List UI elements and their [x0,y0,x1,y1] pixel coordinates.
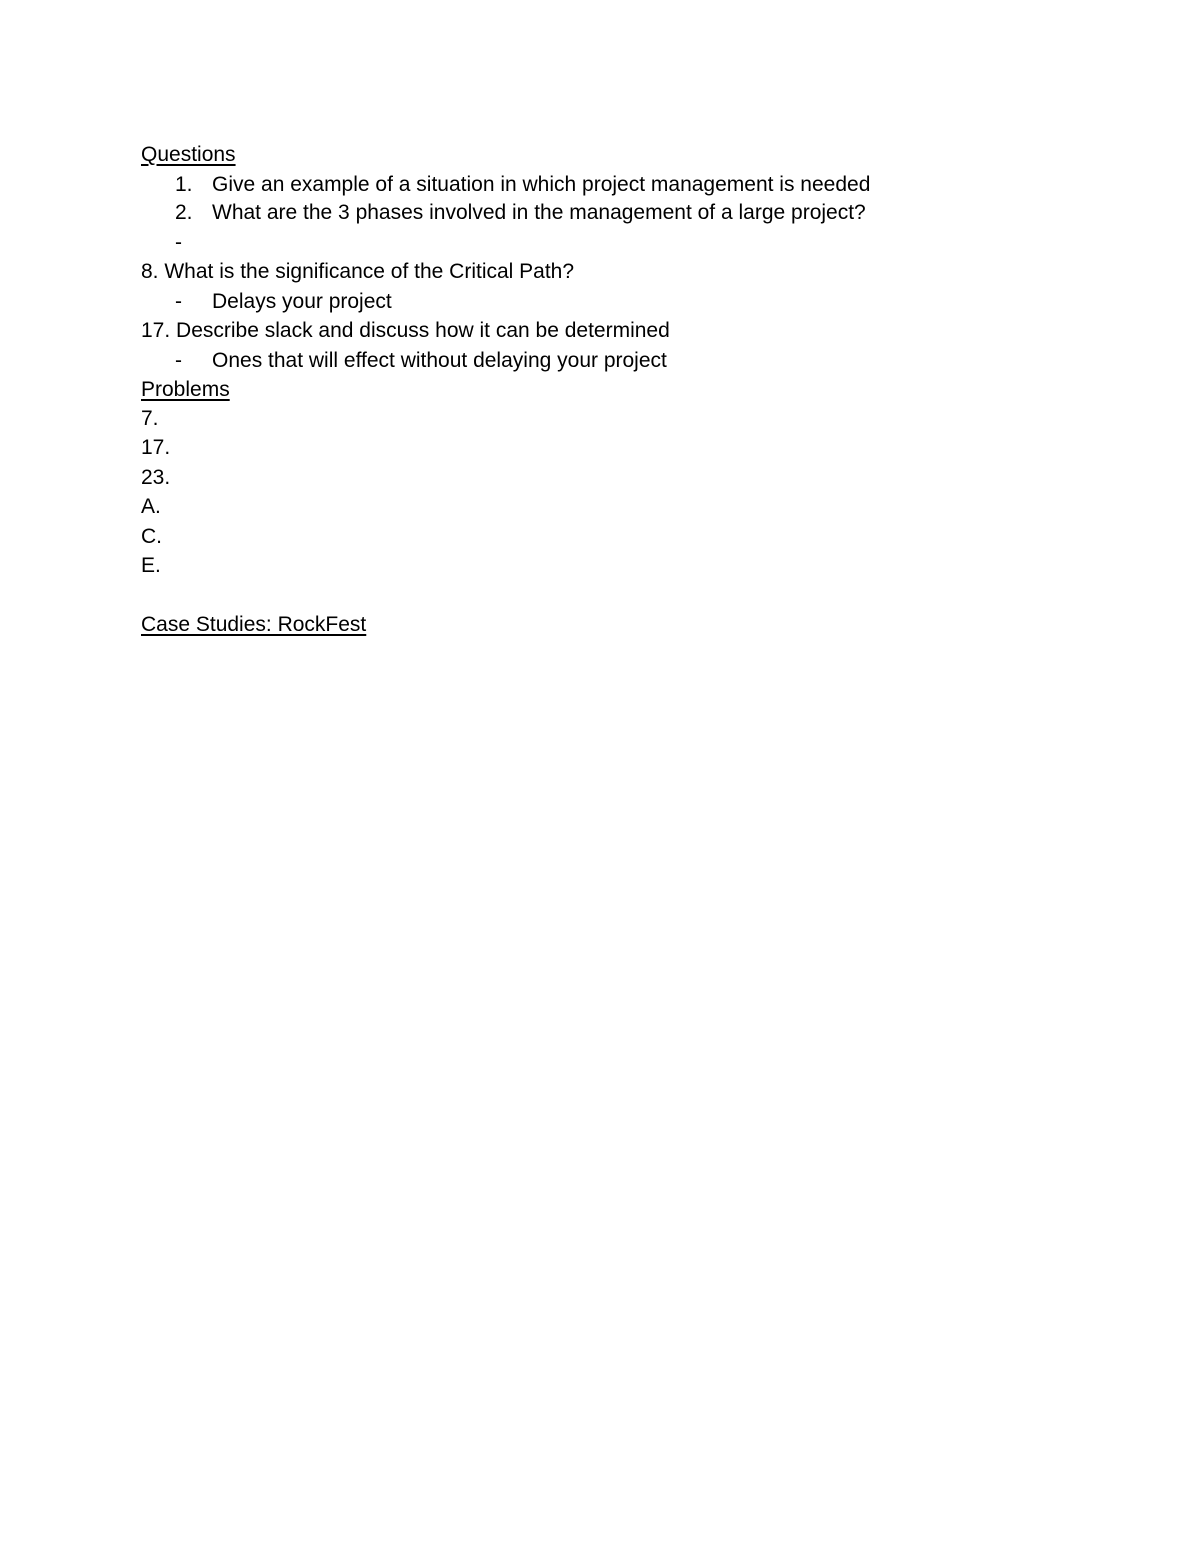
questions-heading: Questions [141,143,236,166]
question-8: 8. What is the significance of the Critical Path? [141,260,575,283]
answer-text: Delays your project [212,290,392,313]
problem-item: 17. [141,436,171,459]
case-studies-heading: Case Studies: RockFest [141,613,367,636]
problem-item: E. [141,554,161,577]
bullet-dash: - [175,349,182,372]
bullet-dash: - [175,290,182,313]
problems-heading: Problems [141,378,230,401]
list-number: 2. [175,201,193,224]
problem-item: 7. [141,407,159,430]
problem-item: A. [141,495,161,518]
problem-item: C. [141,525,162,548]
problem-item: 23. [141,466,171,489]
bullet-dash: - [175,231,182,254]
question-text: Give an example of a situation in which project management is needed [212,173,871,196]
answer-text: Ones that will effect without delaying your project [212,349,667,372]
question-text: What are the 3 phases involved in the management of a large project? [212,201,866,224]
question-17: 17. Describe slack and discuss how it can be determined [141,319,670,342]
list-number: 1. [175,173,193,196]
